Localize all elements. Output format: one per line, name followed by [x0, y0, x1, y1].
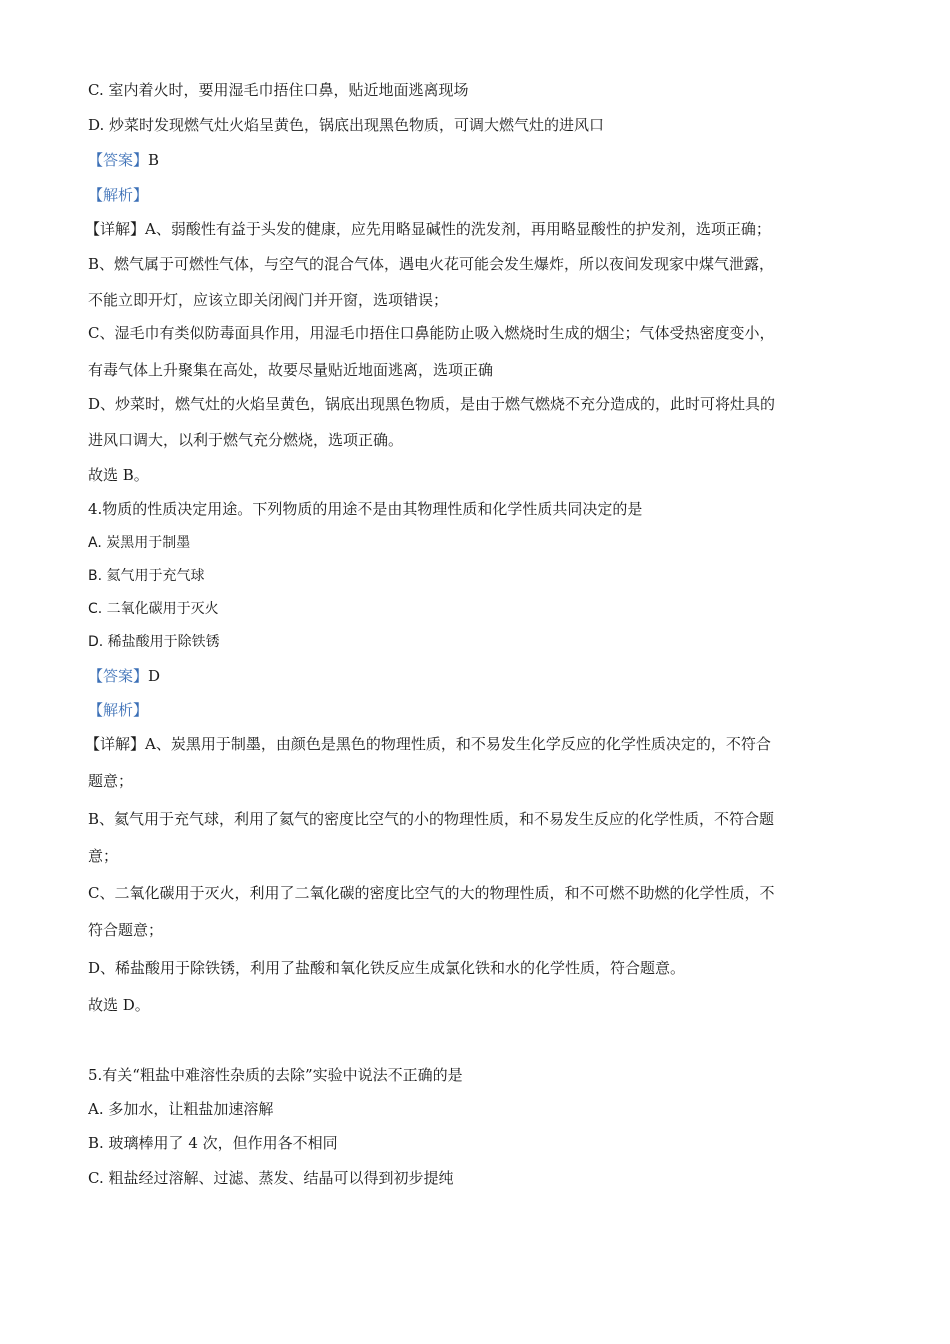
q3-option-c: C. 室内着火时，要用湿毛巾捂住口鼻，贴近地面逃离现场	[88, 81, 469, 99]
q4-detail-line: 意；	[88, 847, 119, 865]
q4-answer	[88, 666, 868, 686]
q3-option-d: D. 炒菜时发现燃气灶火焰呈黄色，锅底出现黑色物质，可调大燃气灶的进风口	[88, 116, 605, 134]
q5-option-b: B. 玻璃棒用了 4 次，但作用各不相同	[88, 1134, 338, 1152]
q3-detail-line: 不能立即开灯，应该立即关闭阀门并开窗，选项错误；	[88, 291, 449, 309]
q4-option-d: D. 稀盐酸用于除铁锈	[88, 634, 220, 650]
q4-conclusion: 故选 D。	[88, 996, 150, 1014]
q4-detail-line: 题意；	[88, 772, 134, 790]
answer-label: 【答案】	[88, 151, 149, 169]
q4-detail-line: B、氦气用于充气球，利用了氦气的密度比空气的小的物理性质，和不易发生反应的化学性质，不符合题	[88, 810, 775, 828]
q5-stem: 5.有关“粗盐中难溶性杂质的去除”实验中说法不正确的是	[88, 1066, 463, 1084]
q4-detail-line: 【详解】A、炭黑用于制墨，由颜色是黑色的物理性质，和不易发生化学反应的化学性质决定的，不符合	[85, 735, 771, 753]
q3-detail-line: 进风口调大，以利于燃气充分燃烧，选项正确。	[88, 431, 404, 449]
q4-detail-line: 符合题意；	[88, 921, 164, 939]
q4-option-b: B. 氦气用于充气球	[88, 568, 205, 584]
q3-detail-line: B、燃气属于可燃性气体，与空气的混合气体，遇电火花可能会发生爆炸，所以夜间发现家中煤气泄露，	[88, 255, 775, 273]
q3-conclusion: 故选 B。	[88, 466, 149, 484]
q4-analysis-label	[88, 700, 868, 720]
q4-option-c: C. 二氧化碳用于灭火	[88, 601, 219, 617]
q3-detail-line: D、炒菜时，燃气灶的火焰呈黄色，锅底出现黑色物质，是由于燃气燃烧不充分造成的，此时可将灶具的	[88, 395, 776, 413]
q3-detail-line: 有毒气体上升聚集在高处，故要尽量贴近地面逃离，选项正确	[88, 361, 494, 379]
answer-value: D	[148, 667, 161, 685]
q3-analysis-label	[88, 185, 868, 205]
q4-option-a: A. 炭黑用于制墨	[88, 535, 191, 551]
q5-option-c: C. 粗盐经过溶解、过滤、蒸发、结晶可以得到初步提纯	[88, 1169, 454, 1187]
q3-detail-line: 【详解】A、弱酸性有益于头发的健康，应先用略显碱性的洗发剂，再用略显酸性的护发剂，选项正确；	[85, 220, 771, 238]
analysis-label: 【解析】	[88, 186, 149, 204]
analysis-label: 【解析】	[88, 701, 149, 719]
q3-detail-line: C、湿毛巾有类似防毒面具作用，用湿毛巾捂住口鼻能防止吸入燃烧时生成的烟尘；气体受热密度变小，	[88, 324, 775, 342]
q4-detail-line: C、二氧化碳用于灭火，利用了二氧化碳的密度比空气的大的物理性质，和不可燃不助燃的化学性质，不	[88, 884, 775, 902]
answer-label: 【答案】	[88, 667, 149, 685]
answer-value: B	[148, 151, 160, 169]
q3-answer	[88, 150, 868, 170]
q4-stem: 4.物质的性质决定用途。下列物质的用途不是由其物理性质和化学性质共同决定的是	[88, 500, 643, 518]
q4-detail-line: D、稀盐酸用于除铁锈，利用了盐酸和氧化铁反应生成氯化铁和水的化学性质，符合题意。	[88, 959, 686, 977]
q5-option-a: A. 多加水，让粗盐加速溶解	[88, 1100, 274, 1118]
